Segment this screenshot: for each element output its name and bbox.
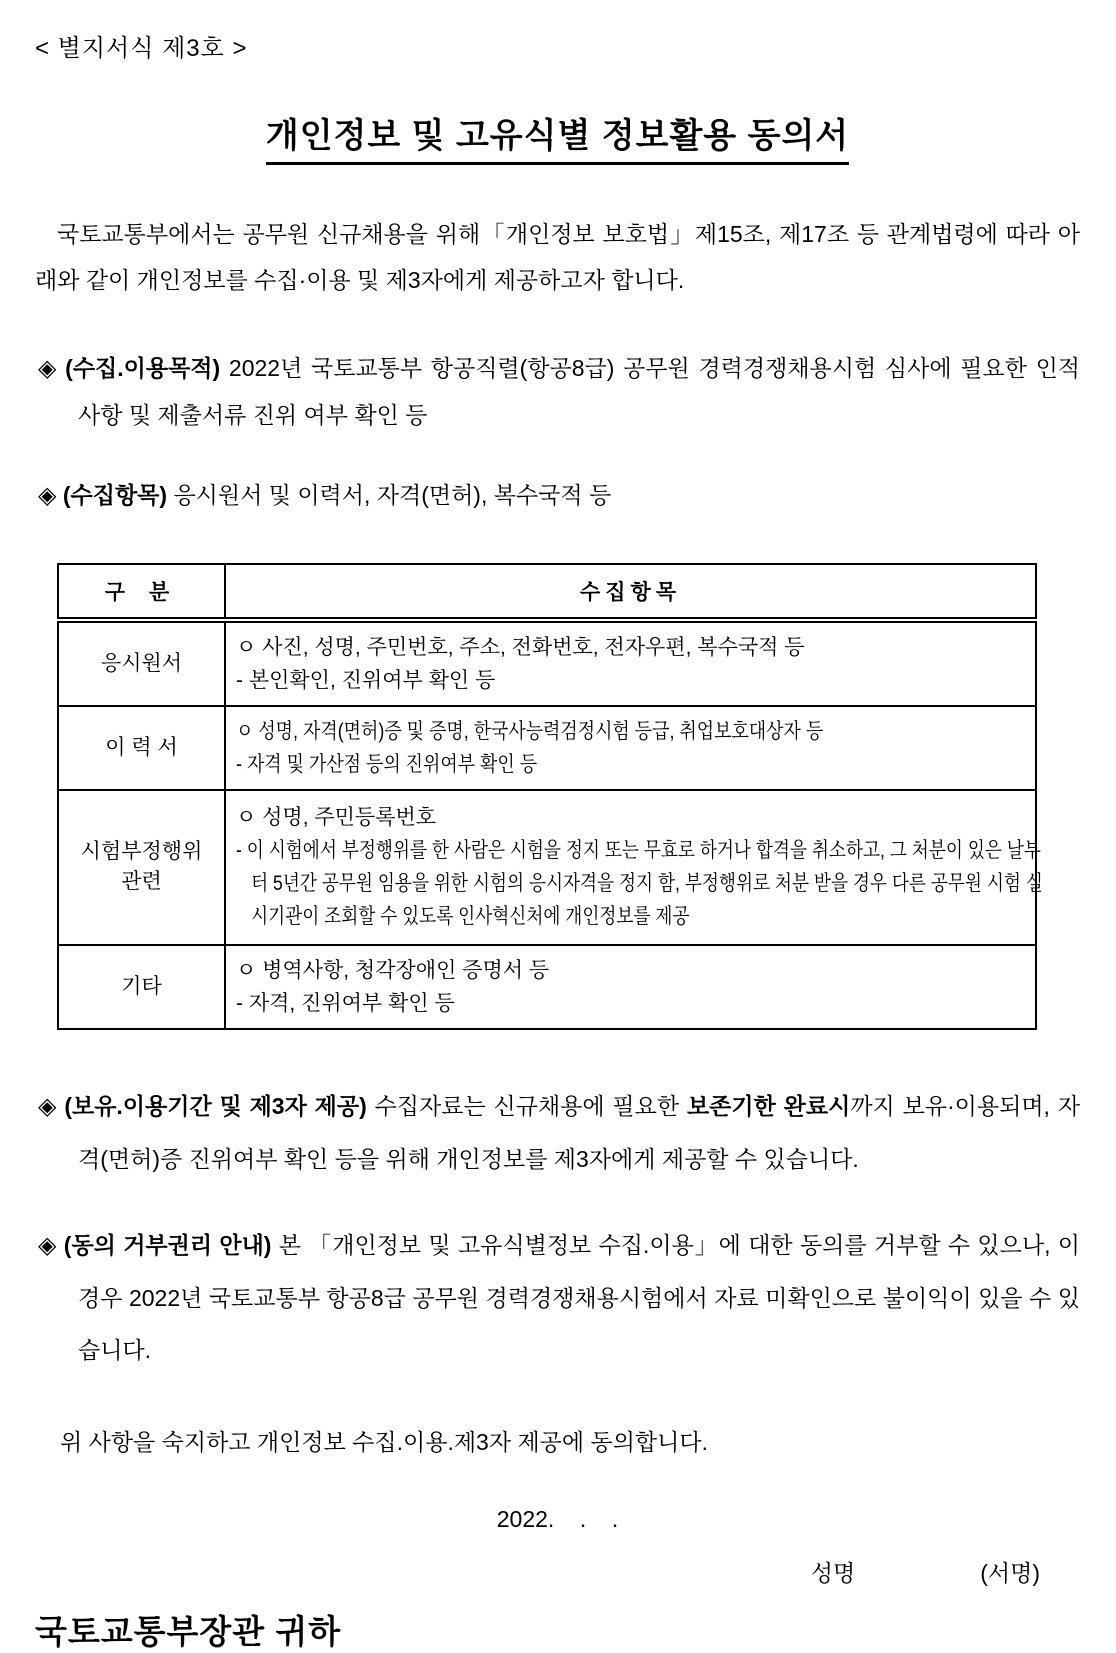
item-line: ㅇ 병역사항, 청각장애인 증명서 등 — [236, 958, 550, 982]
table-row — [58, 620, 1036, 706]
page-title: 개인정보 및 고유식별 정보활용 동의서 — [266, 108, 849, 165]
addressee-line: 국토교통부장관 귀하 — [35, 1612, 342, 1650]
bullet-retention-text-2: 까지 보유·이용되며, 자격(면허)증 진위여부 확인 등을 위해 개인정보를 제3자에게 제공할 수 있습니다. — [78, 1092, 1081, 1172]
bullet-collected-items-text: 응시원서 및 이력서, 자격(면허), 복수국적 등 — [173, 481, 612, 508]
item-line: ㅇ 성명, 주민등록번호 — [236, 806, 437, 830]
items-cell — [225, 790, 1043, 945]
bullet-purpose-text: 2022년 국토교통부 항공직렬(항공8급) 공무원 경력경쟁채용시험 심사에 필요한 인적사항 및 제출서류 진위 여부 확인 등 — [78, 354, 1081, 428]
signature-line — [35, 1555, 1080, 1588]
bullet-refusal-text: 본 「개인정보 및 고유식별정보 수집.이용」에 대한 동의를 거부할 수 있으나, 이 경우 2022년 국토교통부 항공8급 공무원 경력경쟁채용시험에서 자료 미확인으로 불이익이 있을 수 있습니다. — [78, 1231, 1080, 1363]
table-header-row — [58, 564, 1036, 620]
items-cell — [225, 945, 1036, 1029]
category-cell: 이 력 서 — [58, 706, 225, 790]
category-cell: 시험부정행위 관련 — [58, 790, 225, 945]
signature-sign-label: (서명) — [980, 1559, 1040, 1586]
bullet-refusal — [35, 1219, 1080, 1376]
signature-name-label: 성명 — [810, 1559, 856, 1586]
table-header-category: 구 분 — [58, 564, 225, 620]
item-line: - 본인확인, 진위여부 확인 등 — [236, 668, 496, 692]
table-row — [58, 706, 1036, 790]
table-row — [58, 945, 1036, 1029]
bullet-purpose-label: (수집.이용목적) — [65, 354, 221, 381]
item-line: ㅇ 성명, 자격(면허)증 및 증명, 한국사능력검정시험 등급, 취업보호대상자 등 — [236, 719, 824, 743]
bullet-retention — [35, 1080, 1080, 1185]
bullet-retention-bold: 보존기한 완료시 — [686, 1092, 851, 1119]
diamond-bullet-icon: ◈ — [38, 354, 57, 382]
bullet-retention-label: (보유.이용기간 및 제3자 제공) — [64, 1092, 367, 1119]
title-wrap — [35, 108, 1080, 165]
items-cell — [225, 706, 1036, 790]
item-line: ㅇ 사진, 성명, 주민번호, 주소, 전화번호, 전자우편, 복수국적 등 — [236, 635, 805, 659]
table-header-items: 수집항목 — [225, 564, 1036, 620]
diamond-bullet-icon: ◈ — [38, 1231, 57, 1259]
item-line: - 자격 및 가산점 등의 진위여부 확인 등 — [236, 752, 538, 776]
form-number-label: < 별지서식 제3호 > — [35, 35, 248, 62]
category-cell: 응시원서 — [58, 620, 225, 706]
diamond-bullet-icon: ◈ — [38, 1092, 57, 1120]
category-cell: 기타 — [58, 945, 225, 1029]
collection-items-table — [57, 563, 1043, 1030]
consent-statement: 위 사항을 숙지하고 개인정보 수집.이용.제3자 제공에 동의합니다. — [60, 1428, 708, 1455]
item-line: - 자격, 진위여부 확인 등 — [236, 991, 455, 1015]
diamond-bullet-icon: ◈ — [38, 481, 57, 509]
item-line: - 이 시험에서 부정행위를 한 사람은 시험을 정지 또는 무효로 하거나 합격을 취소하고, 그 처분이 있은 날부터 5년간 공무원 임용을 위한 시험의 응시자격을 정지 함, 부정행위로 처분 받을 경우 다른 공무원 시험 실시기관이 조회할 수 있도록 인사혁신처에 개인정보를 제공 — [236, 839, 1043, 929]
intro-paragraph: 국토교통부에서는 공무원 신규채용을 위해「개인정보 보호법」제15조, 제17조 등 관계법령에 따라 아래와 같이 개인정보를 수집·이용 및 제3자에게 제공하고자 합니다. — [35, 220, 1080, 293]
table-row — [58, 790, 1036, 945]
date-line: 2022. . . — [496, 1505, 619, 1532]
bullet-collected-items-label: (수집항목) — [62, 481, 168, 508]
items-cell — [225, 620, 1036, 706]
bullet-collected-items — [35, 472, 1080, 519]
bullet-refusal-label: (동의 거부권리 안내) — [63, 1231, 272, 1258]
bullet-purpose — [35, 345, 1080, 438]
bullet-retention-text-1: 수집자료는 신규채용에 필요한 — [374, 1092, 680, 1119]
